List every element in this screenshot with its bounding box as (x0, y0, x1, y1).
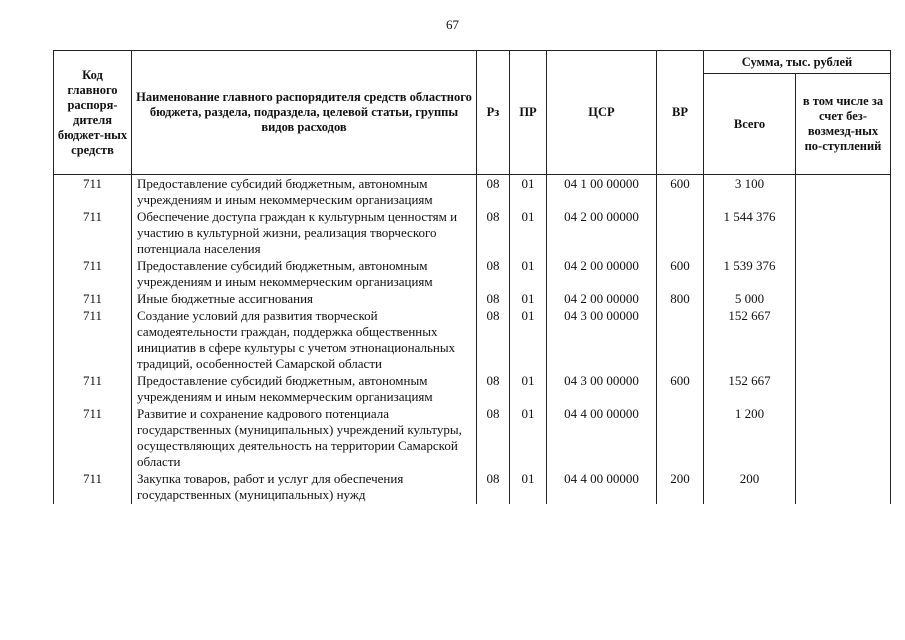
cell-name: Иные бюджетные ассигнования (132, 291, 477, 308)
cell-code: 711 (54, 209, 132, 258)
cell-gratuitous (796, 471, 891, 504)
cell-code: 711 (54, 291, 132, 308)
table-row (54, 291, 891, 308)
cell-total: 3 100 (704, 175, 796, 210)
header-sum-group: Сумма, тыс. рублей (704, 51, 891, 74)
cell-rz: 08 (477, 291, 510, 308)
cell-csr: 04 3 00 00000 (547, 308, 657, 373)
cell-pr: 01 (510, 373, 547, 406)
cell-csr: 04 1 00 00000 (547, 175, 657, 210)
cell-pr: 01 (510, 291, 547, 308)
cell-rz: 08 (477, 471, 510, 504)
cell-pr: 01 (510, 175, 547, 210)
cell-code: 711 (54, 175, 132, 210)
cell-gratuitous (796, 209, 891, 258)
cell-gratuitous (796, 291, 891, 308)
cell-total: 152 667 (704, 308, 796, 373)
cell-rz: 08 (477, 308, 510, 373)
cell-vr: 600 (657, 175, 704, 210)
cell-gratuitous (796, 373, 891, 406)
cell-name: Предоставление субсидий бюджетным, автономным учреждениям и иным некоммерческим организациям (132, 258, 477, 291)
header-pr: ПР (510, 51, 547, 175)
cell-name: Создание условий для развития творческой самодеятельности граждан, поддержка общественных инициатив в сфере культуры с учетом этнонациональных традиций, особенностей Самарской области (132, 308, 477, 373)
table-row (54, 209, 891, 258)
cell-pr: 01 (510, 406, 547, 471)
table-row (54, 471, 891, 504)
cell-total: 200 (704, 471, 796, 504)
cell-name: Предоставление субсидий бюджетным, автономным учреждениям и иным некоммерческим организациям (132, 373, 477, 406)
cell-vr: 600 (657, 373, 704, 406)
cell-gratuitous (796, 258, 891, 291)
table-body (54, 175, 891, 505)
cell-name: Закупка товаров, работ и услуг для обеспечения государственных (муниципальных) нужд (132, 471, 477, 504)
cell-name: Развитие и сохранение кадрового потенциала государственных (муниципальных) учреждений культуры, осуществляющих деятельность на территории Самарской области (132, 406, 477, 471)
header-total: Всего (704, 74, 796, 175)
table-row (54, 258, 891, 291)
table-row (54, 308, 891, 373)
cell-total: 5 000 (704, 291, 796, 308)
page-number: 67 (446, 17, 459, 32)
cell-csr: 04 4 00 00000 (547, 406, 657, 471)
cell-code: 711 (54, 308, 132, 373)
header-name: Наименование главного распорядителя средств областного бюджета, раздела, подраздела, целевой статьи, группы видов расходов (132, 51, 477, 175)
cell-code: 711 (54, 471, 132, 504)
cell-vr (657, 209, 704, 258)
cell-gratuitous (796, 406, 891, 471)
cell-rz: 08 (477, 175, 510, 210)
cell-total: 1 544 376 (704, 209, 796, 258)
header-rz: Рз (477, 51, 510, 175)
header-vr: ВР (657, 51, 704, 175)
cell-csr: 04 2 00 00000 (547, 291, 657, 308)
table-row (54, 373, 891, 406)
cell-vr: 200 (657, 471, 704, 504)
budget-table (53, 50, 891, 504)
header-code: Код главного распоря-дителя бюджет-ных средств (54, 51, 132, 175)
cell-csr: 04 3 00 00000 (547, 373, 657, 406)
cell-vr (657, 308, 704, 373)
table-header (54, 51, 891, 175)
header-gratuitous: в том числе за счет без-возмезд-ных по-ступлений (796, 74, 891, 175)
cell-rz: 08 (477, 258, 510, 291)
table-row (54, 406, 891, 471)
cell-code: 711 (54, 406, 132, 471)
cell-gratuitous (796, 175, 891, 210)
cell-total: 1 200 (704, 406, 796, 471)
cell-gratuitous (796, 308, 891, 373)
cell-csr: 04 2 00 00000 (547, 258, 657, 291)
cell-total: 1 539 376 (704, 258, 796, 291)
cell-rz: 08 (477, 406, 510, 471)
cell-rz: 08 (477, 209, 510, 258)
cell-name: Обеспечение доступа граждан к культурным ценностям и участию в культурной жизни, реализация творческого потенциала населения (132, 209, 477, 258)
cell-vr (657, 406, 704, 471)
cell-vr: 800 (657, 291, 704, 308)
cell-csr: 04 2 00 00000 (547, 209, 657, 258)
cell-vr: 600 (657, 258, 704, 291)
cell-code: 711 (54, 258, 132, 291)
cell-pr: 01 (510, 308, 547, 373)
cell-total: 152 667 (704, 373, 796, 406)
cell-name: Предоставление субсидий бюджетным, автономным учреждениям и иным некоммерческим организациям (132, 175, 477, 210)
header-csr: ЦСР (547, 51, 657, 175)
cell-csr: 04 4 00 00000 (547, 471, 657, 504)
cell-rz: 08 (477, 373, 510, 406)
cell-pr: 01 (510, 471, 547, 504)
cell-pr: 01 (510, 209, 547, 258)
table-row (54, 175, 891, 210)
cell-code: 711 (54, 373, 132, 406)
cell-pr: 01 (510, 258, 547, 291)
